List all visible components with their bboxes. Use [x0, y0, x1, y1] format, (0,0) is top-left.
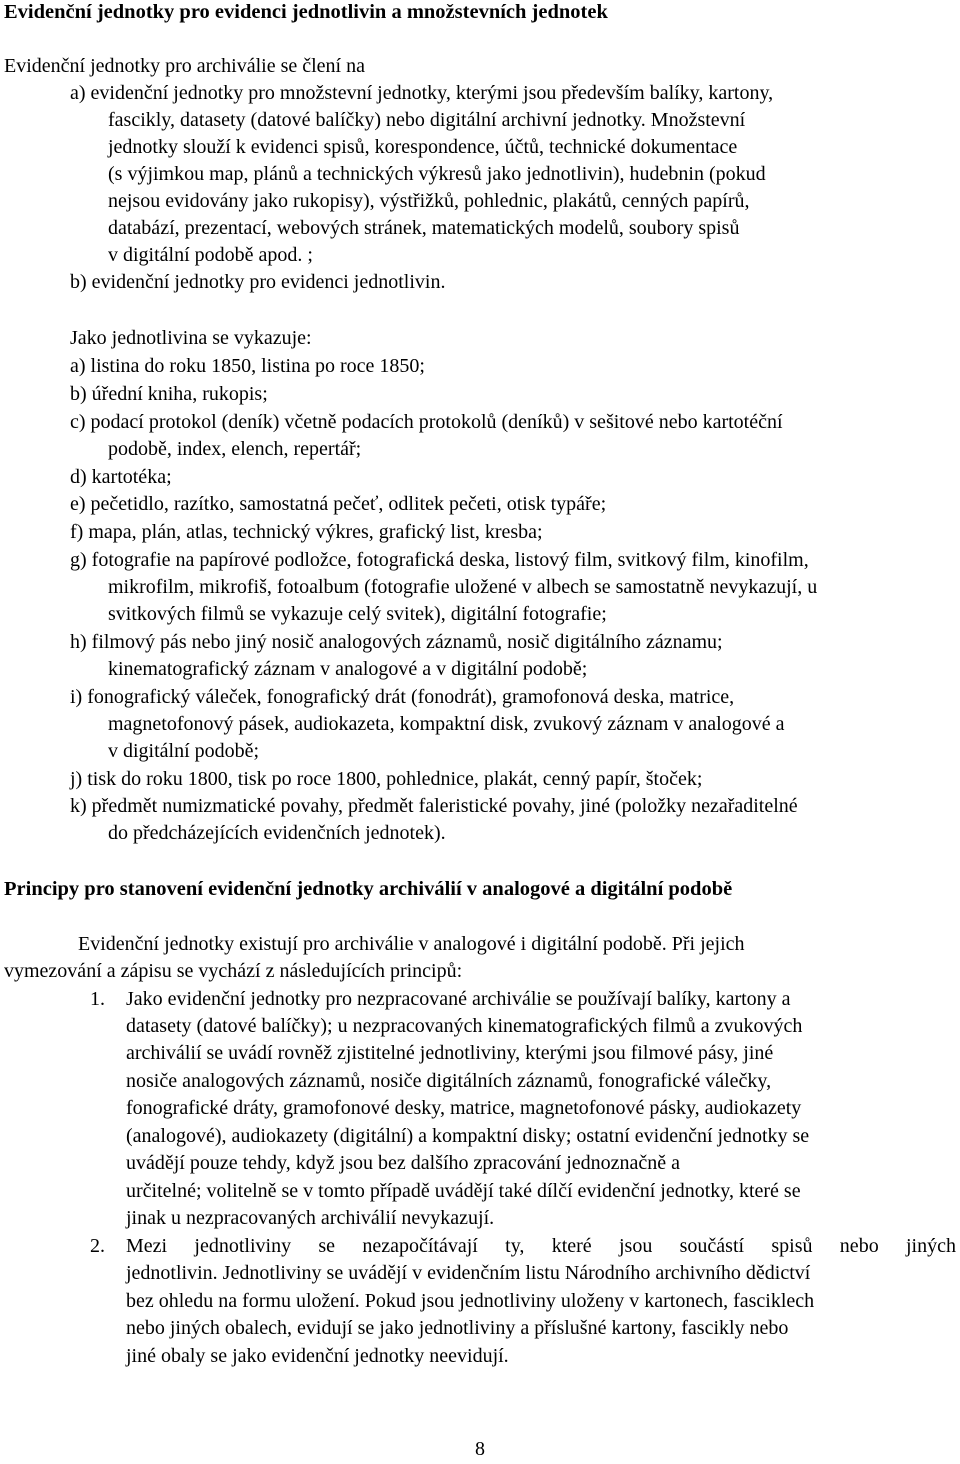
principle-line: bez ohledu na formu uložení. Pokud jsou jednotliviny uloženy v kartonech, fasciklech — [126, 1290, 815, 1312]
heading-evidencni-jednotky: Evidenční jednotky pro evidenci jednotlivin a množstevních jednotek — [4, 1, 608, 23]
principle-line: jednotlivin. Jednotliviny se uvádějí v evidenčním listu Národního archivního dědictví — [126, 1262, 811, 1284]
principle-line: Mezi jednotliviny se nezapočítávají ty, které jsou součástí spisů nebo jiných — [126, 1235, 956, 1257]
principle-number: 1. — [90, 988, 105, 1010]
jednotlivina-intro: Jako jednotlivina se vykazuje: — [70, 327, 312, 349]
list-item-continuation: v digitální podobě; — [108, 740, 260, 762]
principle-line: datasety (datové balíčky); u nezpracovaných kinematografických filmů a zvukových — [126, 1015, 803, 1037]
item-b: b) evidenční jednotky pro evidenci jednotlivin. — [70, 271, 446, 293]
principle-line: jinak u nezpracovaných archiválií nevykazují. — [126, 1207, 495, 1229]
list-item: g) fotografie na papírové podložce, fotografická deska, listový film, svitkový film, kinofilm, — [70, 549, 809, 571]
principle-line: uvádějí pouze tehdy, když jsou bez dalšího zpracování jednoznačně a — [126, 1152, 681, 1174]
item-a-line: fascikly, datasety (datové balíčky) nebo digitální archivní jednotky. Množstevní — [108, 109, 746, 131]
intro-text: Evidenční jednotky pro archiválie se člení na — [4, 55, 365, 77]
item-a-line: v digitální podobě apod. ; — [108, 244, 313, 266]
list-item: d) kartotéka; — [70, 466, 172, 488]
principles-intro-line: Evidenční jednotky existují pro archiválie v analogové i digitální podobě. Při jejich — [78, 933, 745, 955]
list-item-continuation: svitkových filmů se vykazuje celý svitek), digitální fotografie; — [108, 603, 607, 625]
item-a-line: databází, prezentací, webových stránek, matematických modelů, soubory spisů — [108, 217, 740, 239]
list-item: f) mapa, plán, atlas, technický výkres, grafický list, kresba; — [70, 521, 543, 543]
list-item: i) fonografický váleček, fonografický drát (fonodrát), gramofonová deska, matrice, — [70, 686, 735, 708]
item-a-line: jednotky slouží k evidenci spisů, korespondence, účtů, technické dokumentace — [108, 136, 738, 158]
principle-line: nosiče analogových záznamů, nosiče digitálních záznamů, fonografické válečky, — [126, 1070, 772, 1092]
list-item: e) pečetidlo, razítko, samostatná pečeť, odlitek pečeti, otisk typáře; — [70, 493, 607, 515]
list-item: j) tisk do roku 1800, tisk po roce 1800, pohlednice, plakát, cenný papír, štoček; — [70, 768, 703, 790]
page-number: 8 — [475, 1438, 485, 1460]
list-item: k) předmět numizmatické povahy, předmět faleristické povahy, jiné (položky nezařaditelné — [70, 795, 798, 817]
principle-number: 2. — [90, 1235, 105, 1257]
principle-line: archiválií se uvádí rovněž zjistitelné jednotliviny, kterými jsou filmové pásy, jiné — [126, 1042, 774, 1064]
list-item-continuation: mikrofilm, mikrofiš, fotoalbum (fotografie uložené v albech se samostatně nevykazují, u — [108, 576, 818, 598]
list-item: b) úřední kniha, rukopis; — [70, 383, 268, 405]
list-item-continuation: podobě, index, elench, repertář; — [108, 438, 362, 460]
list-item-continuation: kinematografický záznam v analogové a v digitální podobě; — [108, 658, 588, 680]
principle-line: (analogové), audiokazety (digitální) a kompaktní disky; ostatní evidenční jednotky se — [126, 1125, 810, 1147]
principles-intro-line: vymezování a zápisu se vychází z následujících principů: — [4, 960, 463, 982]
principle-line: jiné obaly se jako evidenční jednotky neevidují. — [126, 1345, 509, 1367]
item-a-line: a) evidenční jednotky pro množstevní jednotky, kterými jsou především balíky, kartony, — [70, 82, 774, 104]
principle-line: nebo jiných obalech, evidují se jako jednotliviny a příslušné kartony, fascikly nebo — [126, 1317, 789, 1339]
list-item: a) listina do roku 1850, listina po roce 1850; — [70, 355, 425, 377]
list-item-continuation: magnetofonový pásek, audiokazeta, kompaktní disk, zvukový záznam v analogové a — [108, 713, 785, 735]
principle-line: Jako evidenční jednotky pro nezpracované archiválie se používají balíky, kartony a — [126, 988, 791, 1010]
item-a-line: (s výjimkou map, plánů a technických výkresů jako jednotlivin), hudebnin (pokud — [108, 163, 766, 185]
list-item: h) filmový pás nebo jiný nosič analogových záznamů, nosič digitálního záznamu; — [70, 631, 723, 653]
principle-line: určitelné; volitelně se v tomto případě uvádějí také dílčí evidenční jednotky, které se — [126, 1180, 801, 1202]
item-a-line: nejsou evidovány jako rukopisy), výstřižků, pohlednic, plakátů, cenných papírů, — [108, 190, 750, 212]
heading-principy: Principy pro stanovení evidenční jednotky archiválií v analogové a digitální podobě — [4, 878, 733, 900]
list-item-continuation: do předcházejících evidenčních jednotek). — [108, 822, 446, 844]
principle-line: fonografické dráty, gramofonové desky, matrice, magnetofonové pásky, audiokazety — [126, 1097, 802, 1119]
list-item: c) podací protokol (deník) včetně podacích protokolů (deníků) v sešitové nebo kartotéční — [70, 411, 783, 433]
